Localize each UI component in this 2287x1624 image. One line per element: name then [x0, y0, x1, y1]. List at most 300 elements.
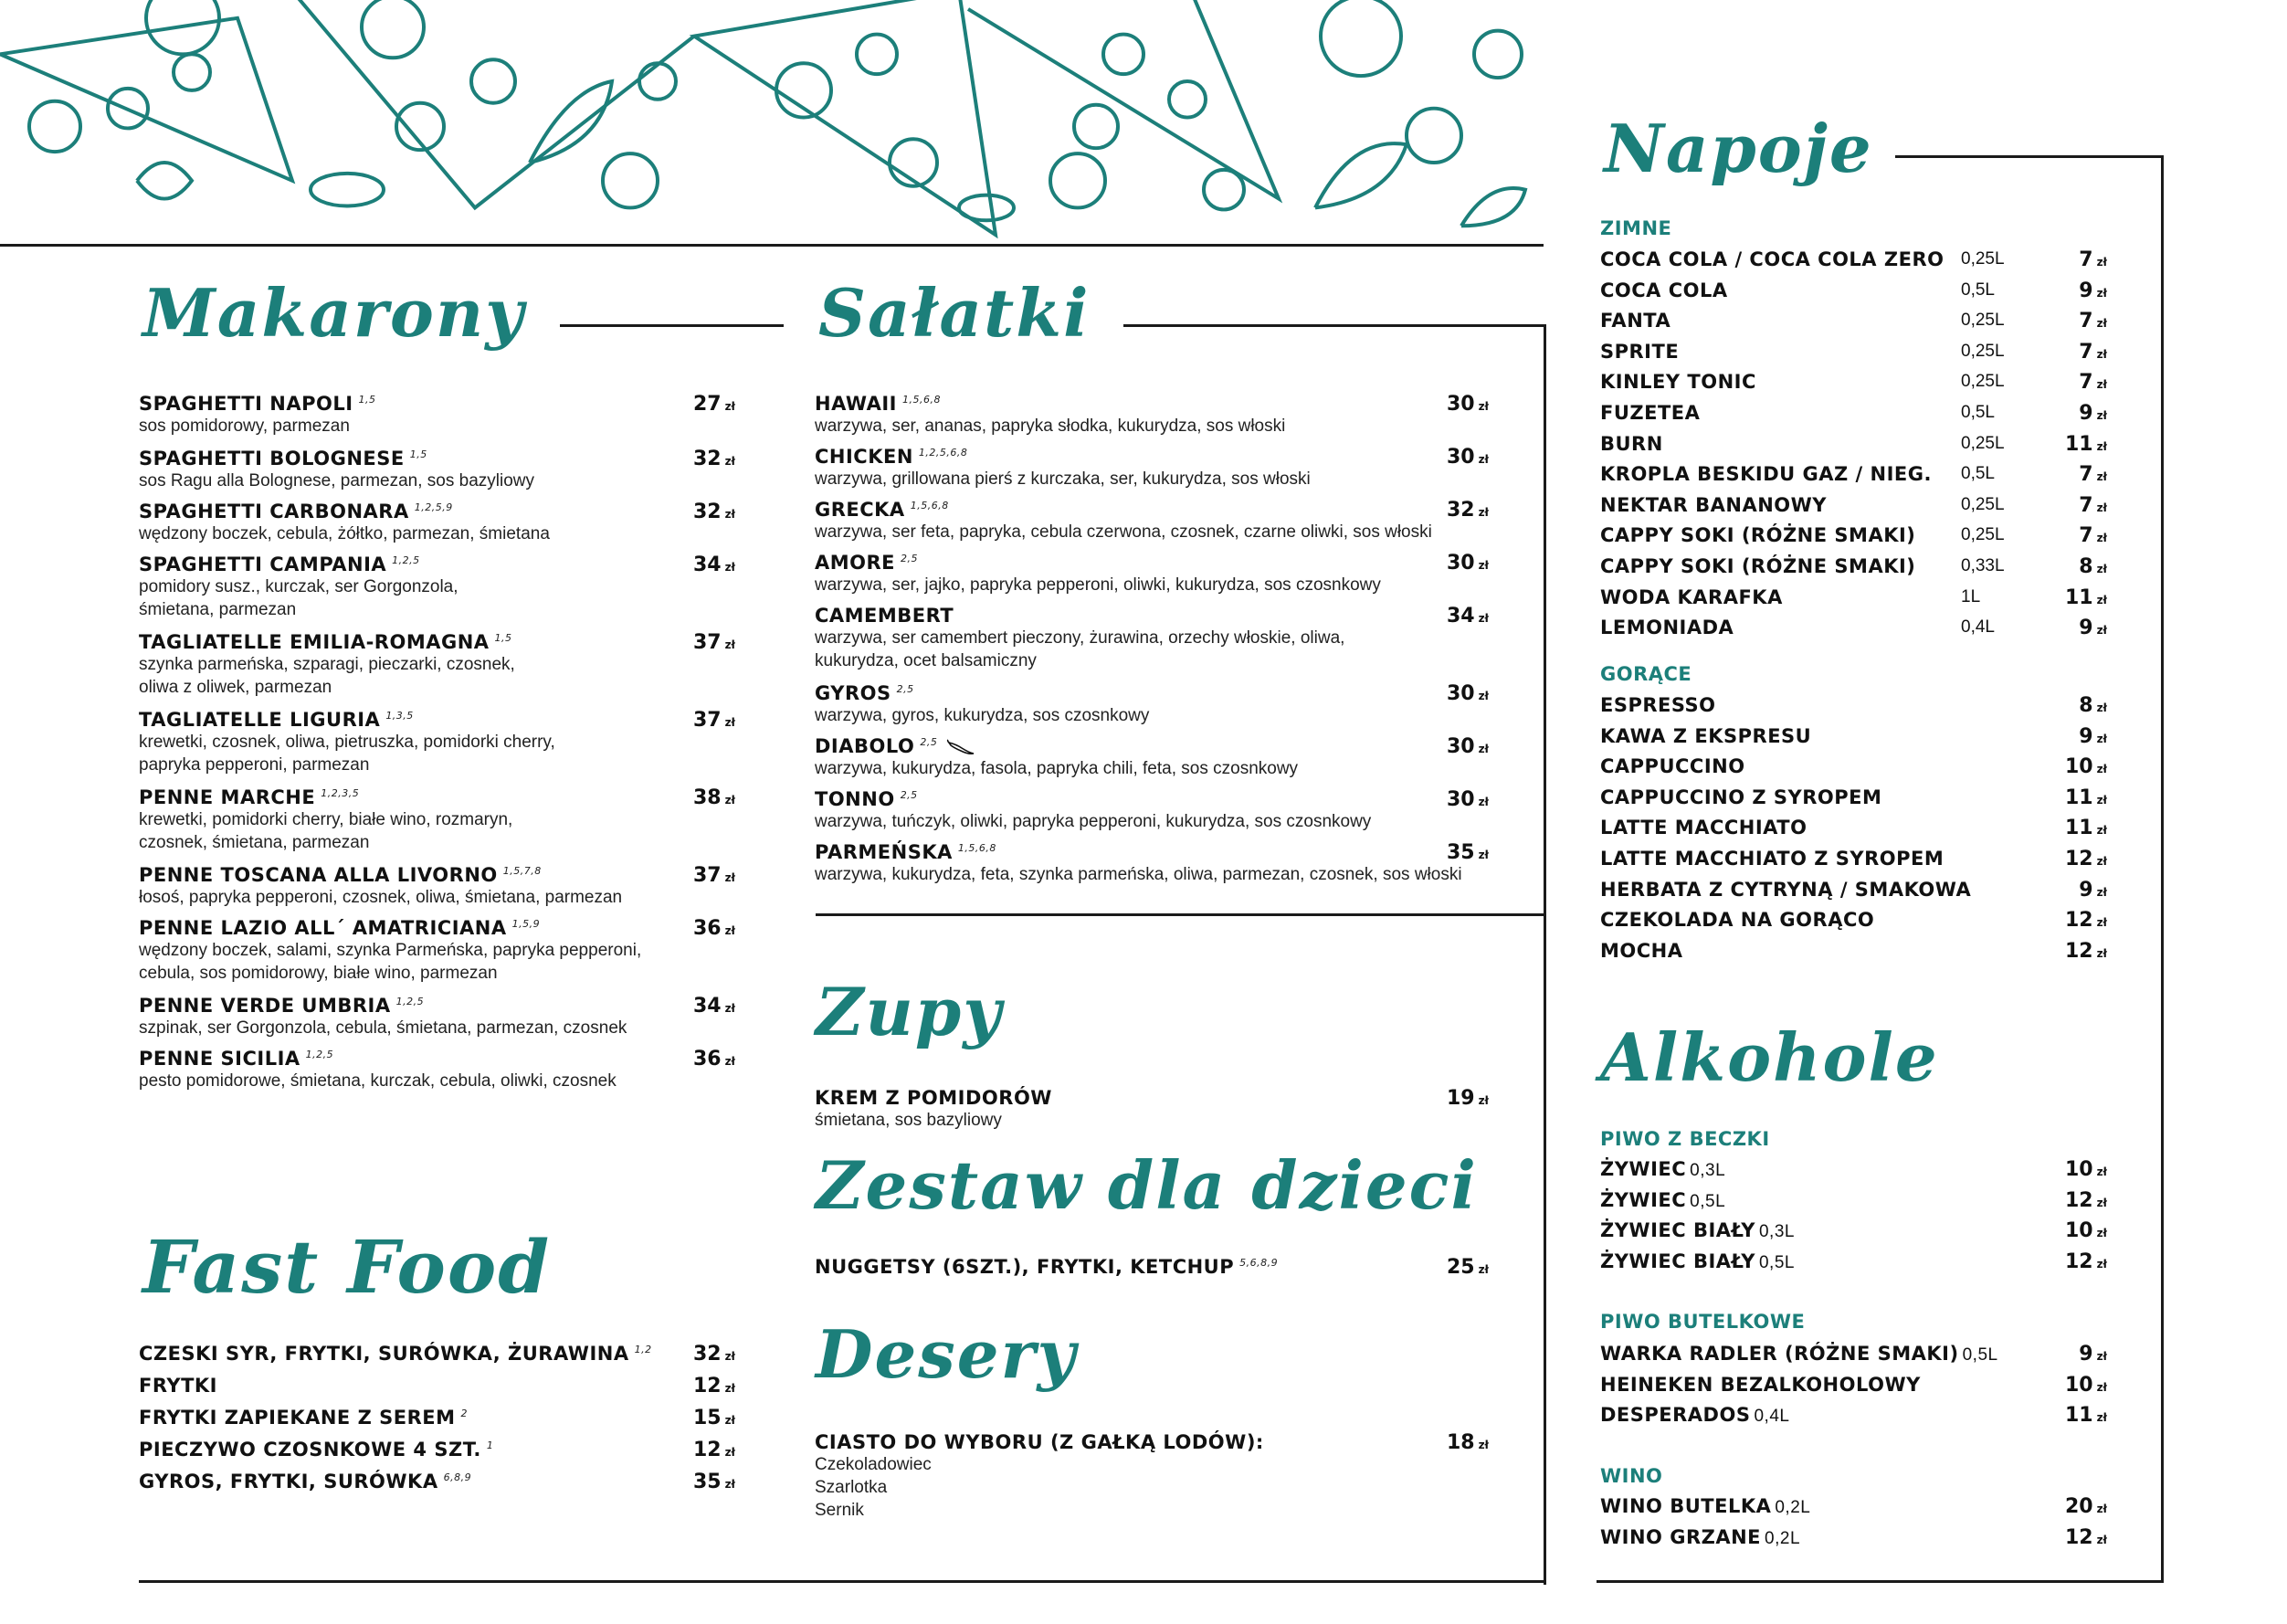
drink-row [1600, 371, 2107, 401]
currency-label: zł [2096, 409, 2107, 422]
allergen-codes: 1,2,5 [392, 554, 420, 566]
drink-name-text: ŻYWIEC BIAŁY [1600, 1250, 1755, 1272]
item-name-text: GYROS [815, 682, 891, 704]
item-description: śmietana, sos bazyliowy [815, 1111, 1002, 1130]
price-value: 32 [692, 448, 722, 470]
item-price [1425, 552, 1489, 575]
drink-row [1600, 694, 2107, 724]
napoje-divider [1895, 155, 2164, 158]
item-name-text: TAGLIATELLE LIGURIA [139, 709, 381, 731]
drink-row [1600, 725, 2107, 755]
currency-label: zł [2096, 1196, 2107, 1209]
drink-row [1600, 279, 2107, 310]
item-name [815, 446, 1472, 468]
price-value: 35 [692, 1471, 722, 1493]
price-value: 30 [1446, 393, 1475, 416]
currency-label: zł [2096, 1380, 2107, 1394]
drink-name-text: CAPPUCCINO Z SYROPEM [1600, 786, 1882, 808]
drink-row [1600, 494, 2107, 524]
price-value: 25 [1446, 1256, 1475, 1279]
drink-row [1600, 1526, 2107, 1556]
price-value: 9 [2079, 617, 2093, 640]
drink-name-text: ŻYWIEC BIAŁY [1600, 1219, 1755, 1242]
drink-name-text: COCA COLA [1600, 279, 1728, 301]
item-name-text: PENNE LAZIO ALL´ AMATRICIANA [139, 917, 507, 939]
drink-row [1600, 617, 2107, 647]
currency-label: zł [724, 716, 735, 729]
price-value: 11 [2064, 817, 2093, 840]
drink-volume: 0,5L [1962, 1345, 1998, 1365]
drink-size: 0,25L [1961, 525, 2005, 545]
item-price [671, 1407, 735, 1429]
allergen-codes: 1,5 [409, 448, 427, 460]
item-name-text: CIASTO DO WYBORU (Z GAŁKĄ LODÓW): [815, 1431, 1264, 1453]
item-name-text: SPAGHETTI CARBONARA [139, 501, 409, 522]
zupy-title: Zupy [816, 973, 1004, 1050]
item-name-text: PENNE TOSCANA ALLA LIVORNO [139, 864, 498, 886]
item-name-text: CZESKI SYR, FRYTKI, SURÓWKA, ŻURAWINA [139, 1343, 629, 1365]
currency-label: zł [2096, 763, 2107, 776]
item-name [815, 552, 1472, 574]
item-name [815, 605, 1472, 627]
item-price [671, 631, 735, 654]
price-value: 35 [1446, 841, 1475, 864]
item-description: krewetki, czosnek, oliwa, pietruszka, pomidorki cherry, papryka pepperoni, parmezan [139, 733, 555, 775]
drink-name-text: MOCHA [1600, 939, 1683, 962]
price-value: 36 [692, 917, 722, 940]
drink-name [1600, 341, 1679, 363]
drink-size: 0,25L [1961, 372, 2005, 392]
drink-name [1600, 248, 1944, 270]
price-value: 32 [692, 501, 722, 523]
price-value: 12 [2064, 848, 2093, 870]
drink-name-text: FUZETEA [1600, 402, 1701, 424]
drink-name [1600, 909, 1874, 931]
price-value: 30 [1446, 446, 1475, 469]
drink-name-text: LATTE MACCHIATO [1600, 817, 1807, 839]
item-price [671, 501, 735, 523]
item-description: warzywa, gyros, kukurydza, sos czosnkowy [815, 706, 1150, 725]
currency-label: zł [2096, 347, 2107, 361]
price-value: 7 [2079, 371, 2093, 395]
currency-label: zł [2096, 563, 2107, 575]
item-description: sos pomidorowy, parmezan [139, 417, 350, 436]
item-name-text: PIECZYWO CZOSNKOWE 4 SZT. [139, 1439, 481, 1461]
menu-item [139, 393, 723, 438]
item-name [139, 1439, 723, 1461]
menu-item [139, 1439, 723, 1461]
currency-label: zł [2096, 732, 2107, 745]
menu-item [815, 841, 1472, 886]
item-price [1425, 1431, 1489, 1454]
item-name-text: SPAGHETTI BOLOGNESE [139, 448, 405, 469]
menu-item [815, 1431, 1472, 1522]
menu-item [139, 501, 723, 545]
item-description: pesto pomidorowe, śmietana, kurczak, cebula, oliwki, czosnek [139, 1071, 617, 1091]
allergen-codes: 1,5,6,8 [957, 842, 996, 854]
price-value: 9 [2079, 279, 2093, 302]
drink-size: 0,5L [1961, 464, 1995, 484]
item-price [1425, 735, 1489, 758]
item-description: łosoś, papryka pepperoni, czosnek, oliwa, śmietana, parmezan [139, 888, 623, 907]
drink-name [1600, 1343, 1998, 1366]
currency-label: zł [1478, 849, 1489, 861]
item-description: sos Ragu alla Bolognese, parmezan, sos bazyliowy [139, 471, 535, 490]
allergen-codes: 2,5 [896, 683, 914, 695]
drink-size: 0,25L [1961, 433, 2005, 453]
price-value: 37 [692, 864, 722, 887]
drink-name-text: WARKA RADLER (RÓŻNE SMAKI) [1600, 1343, 1959, 1365]
item-price [671, 709, 735, 732]
drink-name [1600, 586, 1783, 608]
drink-price [2065, 817, 2107, 839]
item-name [139, 1343, 723, 1365]
drink-name [1600, 1158, 1725, 1181]
item-name [815, 1256, 1472, 1278]
item-name [139, 917, 723, 939]
drink-price [2079, 279, 2107, 302]
drink-name-text: WINO BUTELKA [1600, 1495, 1772, 1517]
drink-volume: 0,2L [1775, 1498, 1811, 1517]
price-value: 12 [2064, 1525, 2093, 1549]
price-value: 7 [2079, 463, 2093, 487]
drink-row [1600, 1343, 2107, 1373]
currency-label: zł [724, 638, 735, 651]
drink-name-text: KAWA Z EKSPRESU [1600, 724, 1812, 747]
drink-name [1600, 617, 1734, 638]
drink-row [1600, 1219, 2107, 1250]
item-description: pomidory susz., kurczak, ser Gorgonzola, śmietana, parmezan [139, 577, 458, 619]
drink-name-text: COCA COLA / COCA COLA ZERO [1600, 248, 1944, 270]
drink-row [1600, 1495, 2107, 1525]
menu-item [139, 786, 723, 854]
drink-price [2079, 463, 2107, 486]
item-price [671, 864, 735, 887]
salatki-bottom-divider [816, 913, 1546, 916]
currency-label: zł [724, 871, 735, 884]
currency-label: zł [1478, 1094, 1489, 1107]
item-price [1425, 393, 1489, 416]
drink-row [1600, 1250, 2107, 1281]
currency-label: zł [724, 1382, 735, 1395]
currency-label: zł [724, 1002, 735, 1015]
currency-label: zł [724, 1478, 735, 1491]
item-description: warzywa, tuńczyk, oliwki, papryka pepperoni, kukurydza, sos czosnkowy [815, 812, 1372, 831]
item-name-text: HAWAII [815, 393, 897, 415]
drink-price [2065, 1495, 2107, 1518]
drink-price [2079, 524, 2107, 547]
drink-name-text: CZEKOLADA NA GORĄCO [1600, 909, 1875, 932]
drink-name [1600, 463, 1932, 485]
menu-item [139, 995, 723, 1039]
currency-label: zł [2096, 378, 2107, 392]
drink-size: 0,5L [1961, 279, 1995, 300]
price-value: 8 [2079, 555, 2093, 578]
drink-row [1600, 463, 2107, 493]
price-value: 7 [2079, 493, 2093, 517]
menu-item [139, 1343, 723, 1365]
item-price [1425, 841, 1489, 864]
item-description: warzywa, ser, ananas, papryka słodka, kukurydza, sos włoski [815, 417, 1286, 436]
allergen-codes: 6,8,9 [443, 1471, 472, 1483]
price-value: 37 [692, 709, 722, 732]
drink-price [2065, 1219, 2107, 1242]
drink-volume: 0,3L [1758, 1222, 1795, 1242]
napoje-title: Napoje [1604, 110, 1873, 187]
allergen-codes: 1,2,3,5 [321, 787, 360, 799]
item-price [1425, 605, 1489, 627]
price-value: 11 [2064, 786, 2093, 809]
item-name-text: PENNE MARCHE [139, 786, 316, 808]
currency-label: zł [1478, 1439, 1489, 1451]
item-description: warzywa, ser feta, papryka, cebula czerwona, czosnek, czarne oliwki, sos włoski [815, 522, 1432, 542]
item-description: warzywa, kukurydza, feta, szynka parmeńska, oliwa, parmezan, czosnek, sos włoski [815, 865, 1462, 884]
drink-row [1600, 555, 2107, 585]
drink-size: 0,4L [1961, 617, 1995, 638]
menu-item [139, 448, 723, 492]
drink-name [1600, 1250, 1795, 1273]
price-value: 37 [692, 631, 722, 654]
item-name-text: PENNE VERDE UMBRIA [139, 995, 391, 1017]
drink-size: 0,5L [1961, 403, 1995, 422]
item-name [139, 554, 723, 575]
drink-price [2079, 310, 2107, 332]
price-value: 9 [2079, 402, 2093, 425]
drink-name [1600, 817, 1807, 838]
drink-name [1600, 725, 1811, 747]
item-description: warzywa, ser camembert pieczony, żurawina, orzechy włoskie, oliwa, kukurydza, ocet balsamiczny [815, 628, 1345, 670]
currency-label: zł [724, 794, 735, 807]
currency-label: zł [724, 1350, 735, 1363]
item-description: wędzony boczek, salami, szynka Parmeńska, papryka pepperoni, cebula, sos pomidorowy, białe wino, parmezan [139, 941, 642, 983]
drink-row [1600, 1189, 2107, 1219]
item-description: szpinak, ser Gorgonzola, cebula, śmietana, parmezan, czosnek [139, 1018, 627, 1038]
menu-item [815, 788, 1472, 833]
price-value: 12 [692, 1375, 722, 1397]
item-name [139, 1375, 723, 1397]
item-name-text: FRYTKI ZAPIEKANE Z SEREM [139, 1407, 456, 1429]
item-name [139, 1471, 723, 1492]
drink-name [1600, 402, 1700, 424]
item-name [815, 1431, 1472, 1453]
price-value: 9 [2079, 1343, 2093, 1366]
drink-price [2079, 879, 2107, 902]
drink-price [2065, 1526, 2107, 1549]
item-price [671, 1375, 735, 1397]
drink-size: 0,33L [1961, 556, 2005, 575]
currency-label: zł [1478, 400, 1489, 413]
price-value: 10 [2064, 1373, 2093, 1397]
currency-label: zł [724, 924, 735, 937]
currency-label: zł [1478, 796, 1489, 808]
item-price [1425, 1256, 1489, 1279]
item-name-text: PARMEŃSKA [815, 841, 953, 863]
drink-row [1600, 402, 2107, 432]
drink-row [1600, 1374, 2107, 1404]
drink-name-text: DESPERADOS [1600, 1404, 1751, 1427]
drink-name [1600, 694, 1716, 716]
drink-name [1600, 524, 1915, 546]
menu-item [815, 605, 1472, 672]
drink-name-text: CAPPY SOKI (RÓŻNE SMAKI) [1600, 555, 1916, 577]
price-value: 30 [1446, 552, 1475, 575]
drink-name [1600, 1189, 1725, 1212]
drink-row [1600, 879, 2107, 909]
currency-label: zł [2096, 1503, 2107, 1515]
price-value: 7 [2079, 524, 2093, 548]
item-price [671, 1343, 735, 1366]
item-name [139, 1048, 723, 1070]
item-description: wędzony boczek, cebula, żółtko, parmezan, śmietana [139, 524, 550, 543]
allergen-codes: 1,2 [634, 1344, 652, 1355]
item-name [139, 786, 723, 808]
currency-label: zł [1478, 453, 1489, 466]
drink-name [1600, 310, 1670, 332]
drink-row [1600, 248, 2107, 279]
item-name [139, 1407, 723, 1429]
item-price [671, 995, 735, 1018]
item-price [1425, 682, 1489, 705]
menu-item [139, 631, 723, 699]
allergen-codes: 2 [460, 1408, 469, 1419]
item-name-text: CHICKEN [815, 446, 913, 468]
item-name [815, 788, 1472, 810]
drink-name-text: WINO GRZANE [1600, 1525, 1762, 1548]
price-value: 10 [2064, 1219, 2093, 1243]
item-name-text: TONNO [815, 788, 895, 810]
drink-price [2065, 1404, 2107, 1427]
drink-name-text: LATTE MACCHIATO Z SYROPEM [1600, 848, 1944, 870]
drink-row [1600, 341, 2107, 371]
drink-name-text: WODA KARAFKA [1600, 585, 1783, 608]
drink-price [2079, 248, 2107, 271]
price-value: 8 [2079, 694, 2093, 717]
price-value: 11 [2064, 1404, 2093, 1428]
drink-size: 0,25L [1961, 494, 2005, 514]
allergen-codes: 5,6,8,9 [1239, 1257, 1279, 1269]
allergen-codes: 1,5,6,8 [910, 500, 949, 511]
item-name-text: AMORE [815, 552, 896, 574]
piwo-beczka-subhead: PIWO Z BECZKI [1600, 1128, 1770, 1150]
drink-price [2079, 1343, 2107, 1366]
drink-row [1600, 755, 2107, 786]
drink-name [1600, 1404, 1789, 1427]
drink-row [1600, 586, 2107, 617]
item-price [671, 1471, 735, 1493]
price-value: 38 [692, 786, 722, 809]
item-name [815, 735, 1472, 757]
menu-item [139, 917, 723, 985]
menu-item [139, 1471, 723, 1492]
drink-name-text: BURN [1600, 432, 1663, 455]
drink-name [1600, 755, 1745, 777]
item-name-text: GYROS, FRYTKI, SURÓWKA [139, 1471, 438, 1492]
item-name [815, 841, 1472, 863]
allergen-codes: 2,5 [901, 553, 919, 564]
price-value: 10 [2064, 755, 2093, 779]
price-value: 9 [2079, 724, 2093, 748]
drink-price [2079, 725, 2107, 748]
currency-label: zł [2096, 501, 2107, 514]
item-price [671, 786, 735, 809]
item-price [671, 448, 735, 470]
currency-label: zł [2096, 701, 2107, 714]
drink-name [1600, 1495, 1810, 1518]
menu-item [139, 554, 723, 621]
currency-label: zł [1478, 506, 1489, 519]
drink-name-text: KROPLA BESKIDU GAZ / NIEG. [1600, 463, 1932, 486]
item-name-text: GRECKA [815, 499, 905, 521]
item-price [671, 1439, 735, 1461]
item-name [139, 709, 723, 731]
makarony-title: Makarony [142, 274, 526, 352]
drink-name [1600, 1219, 1795, 1242]
drink-price [2065, 1189, 2107, 1212]
drink-name [1600, 848, 1944, 870]
drink-volume: 0,5L [1758, 1252, 1795, 1272]
drink-volume: 0,5L [1690, 1191, 1726, 1211]
drink-size: 1L [1961, 586, 1981, 606]
item-name [815, 1087, 1472, 1109]
currency-label: zł [2096, 286, 2107, 300]
menu-item [815, 735, 1472, 780]
drink-name-text: HERBATA Z CYTRYNĄ / SMAKOWA [1600, 878, 1972, 901]
currency-label: zł [1478, 612, 1489, 625]
alkohole-title: Alkohole [1600, 1018, 1939, 1096]
drink-name-text: ESPRESSO [1600, 694, 1716, 716]
currency-label: zł [2096, 439, 2107, 453]
price-value: 7 [2079, 248, 2093, 271]
item-price [671, 554, 735, 576]
item-name-text: CAMEMBERT [815, 605, 954, 627]
drink-row [1600, 1158, 2107, 1188]
allergen-codes: 1,5,9 [511, 918, 541, 930]
drink-row [1600, 817, 2107, 847]
wino-subhead: WINO [1600, 1465, 1663, 1487]
fastfood-title: Fast Food [142, 1224, 552, 1310]
allergen-codes: 1,3,5 [385, 710, 414, 722]
item-name-text: DIABOLO [815, 735, 915, 757]
item-name [139, 995, 723, 1017]
item-name-text: SPAGHETTI CAMPANIA [139, 554, 387, 575]
currency-label: zł [724, 455, 735, 468]
item-price [1425, 788, 1489, 811]
price-value: 9 [2079, 878, 2093, 902]
drink-name-text: SPRITE [1600, 340, 1680, 363]
drink-name [1600, 1526, 1800, 1549]
item-price [1425, 499, 1489, 522]
drink-size: 0,25L [1961, 311, 2005, 331]
price-value: 32 [692, 1343, 722, 1366]
drink-price [2079, 341, 2107, 364]
drink-price [2079, 555, 2107, 578]
price-value: 11 [2064, 585, 2093, 609]
napoje-right-border [2161, 155, 2164, 1583]
item-name [139, 448, 723, 469]
drink-row [1600, 848, 2107, 878]
price-value: 18 [1446, 1431, 1475, 1454]
drink-price [2065, 1250, 2107, 1273]
price-value: 20 [2064, 1495, 2093, 1518]
menu-item [139, 1375, 723, 1397]
item-name [815, 393, 1472, 415]
drink-row [1600, 1404, 2107, 1434]
item-name-text: PENNE SICILIA [139, 1048, 300, 1070]
allergen-codes: 1,5,7,8 [502, 865, 542, 877]
menu-item [139, 1048, 723, 1092]
price-value: 15 [692, 1407, 722, 1429]
drink-price [2065, 909, 2107, 932]
